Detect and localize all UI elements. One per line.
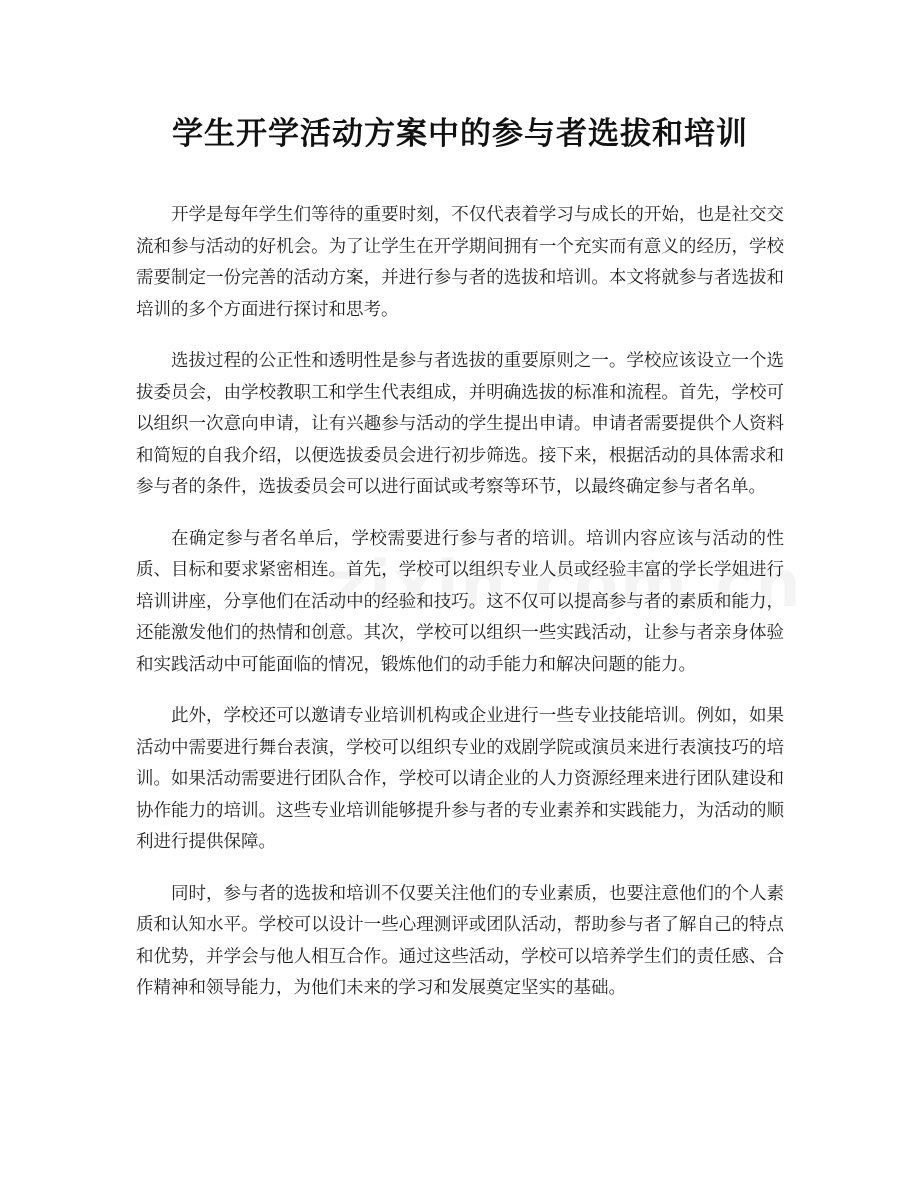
paragraph-personal-quality: 同时，参与者的选拔和培训不仅要关注他们的专业素质，也要注意他们的个人素质和认知水平。学校可以设计一些心理测评或团队活动，帮助参与者了解自己的特点和优势，并学会与他人相互合作。通过这些活动，学校可以培养学生们的责任感、合作精神和领导能力，为他们未来的学习和发展奠定坚实的基础。 [136,883,784,998]
paragraph-intro: 开学是每年学生们等待的重要时刻，不仅代表着学习与成长的开始，也是社交交流和参与活动的好机会。为了让学生在开学期间拥有一个充实而有意义的经历，学校需要制定一份完善的活动方案，并进行参与者的选拔和培训。本文将就参与者选拔和培训的多个方面进行探讨和思考。 [136,205,784,320]
document-title: 学生开学活动方案中的参与者选拔和培训 [172,116,748,152]
paragraph-selection: 选拔过程的公正性和透明性是参与者选拔的重要原则之一。学校应该设立一个选拔委员会，由学校教职工和学生代表组成，并明确选拔的标准和流程。首先，学校可以组织一次意向申请，让有兴趣参与活动的学生提出申请。申请者需要提供个人资料和简短的自我介绍，以便选拔委员会进行初步筛选。接下来，根据活动的具体需求和参与者的条件，选拔委员会可以进行面试或考察等环节，以最终确定参与者名单。 [136,351,784,497]
paragraph-training: 在确定参与者名单后，学校需要进行参与者的培训。培训内容应该与活动的性质、目标和要求紧密相连。首先，学校可以组织专业人员或经验丰富的学长学姐进行培训讲座，分享他们在活动中的经验和技巧。这不仅可以提高参与者的素质和能力，还能激发他们的热情和创意。其次，学校可以组织一些实践活动，让参与者亲身体验和实践活动中可能面临的情况，锻炼他们的动手能力和解决问题的能力。 [136,528,784,675]
paragraph-professional-training: 此外，学校还可以邀请专业培训机构或企业进行一些专业技能培训。例如，如果活动中需要进行舞台表演，学校可以组织专业的戏剧学院或演员来进行表演技巧的培训。如果活动需要进行团队合作，学校可以请企业的人力资源经理来进行团队建设和协作能力的培训。这些专业培训能够提升参与者的专业素养和实践能力，为活动的顺利进行提供保障。 [136,706,784,852]
